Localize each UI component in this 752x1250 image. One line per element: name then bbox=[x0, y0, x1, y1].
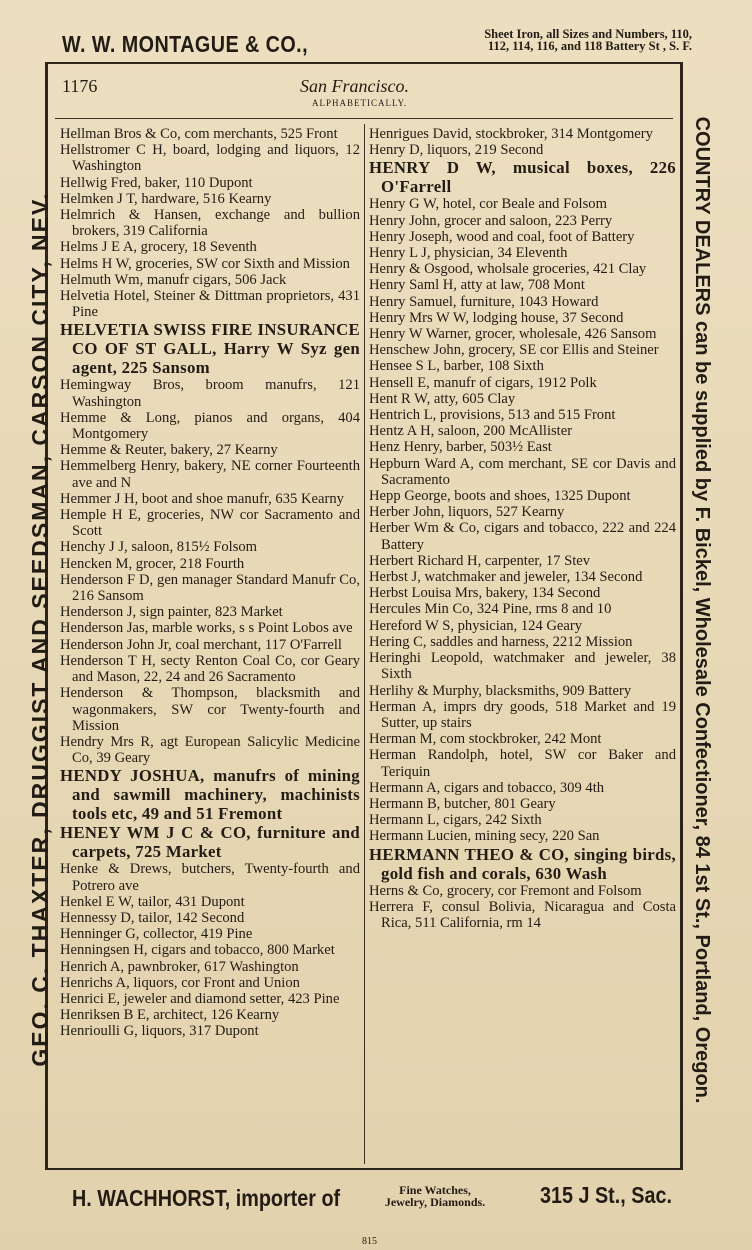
directory-entry: Hent R W, atty, 605 Clay bbox=[369, 390, 516, 407]
directory-entry: HELVETIA SWISS FIRE INSURANCE CO OF ST GALL, Harry W Syz gen agent, 225 Sansom bbox=[60, 320, 360, 378]
directory-entry: Henningsen H, cigars and tobacco, 800 Market bbox=[60, 942, 335, 959]
directory-entry: Hemingway Bros, broom manufrs, 121 Washington bbox=[60, 377, 360, 410]
directory-entry: Helmrich & Hansen, exchange and bullion brokers, 319 California bbox=[60, 207, 360, 240]
directory-entry: Henry G W, hotel, cor Beale and Folsom bbox=[369, 196, 607, 213]
directory-entry: Hemmelberg Henry, bakery, NE corner Fourteenth ave and N bbox=[60, 458, 360, 491]
directory-entry: Hering C, saddles and harness, 2212 Mission bbox=[369, 633, 633, 650]
footer-advertisement bbox=[72, 1180, 692, 1216]
directory-entry: Hentz A H, saloon, 200 McAllister bbox=[369, 423, 573, 440]
directory-entry: Henrioulli G, liquors, 317 Dupont bbox=[60, 1023, 259, 1040]
directory-column-left bbox=[60, 126, 360, 1040]
directory-entry: Hemme & Reuter, bakery, 27 Kearny bbox=[60, 442, 278, 459]
directory-entry: Henry Samuel, furniture, 1043 Howard bbox=[369, 293, 599, 310]
directory-entry: Henrichs A, liquors, cor Front and Union bbox=[60, 974, 300, 991]
directory-entry: Henry John, grocer and saloon, 223 Perry bbox=[369, 212, 613, 229]
directory-entry: Hentrich L, provisions, 513 and 515 Front bbox=[369, 407, 616, 424]
directory-entry: Hellstromer C H, board, lodging and liquors, 12 Washington bbox=[60, 142, 360, 175]
directory-entry: Herman A, imprs dry goods, 518 Market and 19 Sutter, up stairs bbox=[369, 698, 676, 731]
page-number: 1176 bbox=[62, 76, 98, 96]
directory-entry: Herbst J, watchmaker and jeweler, 134 Second bbox=[369, 569, 643, 586]
directory-entry: Hermann A, cigars and tobacco, 309 4th bbox=[369, 779, 605, 796]
footer-advertisement-details bbox=[370, 1184, 500, 1208]
directory-entry: Henderson F D, gen manager Standard Manufr Co, 216 Sansom bbox=[60, 571, 360, 605]
page-title: San Francisco. bbox=[300, 76, 409, 96]
directory-entry: Henderson John Jr, coal merchant, 117 O'Farrell bbox=[60, 636, 342, 653]
footer-details-line-2: Jewelry, Diamonds. bbox=[384, 1195, 486, 1209]
directory-entry: Henschew John, grocery, SE cor Ellis and Steiner bbox=[369, 342, 659, 359]
side-advertisement-right: COUNTRY DEALERS can be supplied by F. Bickel, Wholesale Confectioner, 84 1st St., Portland, Oregon. bbox=[691, 116, 713, 1104]
directory-entry: Henry Saml H, atty at law, 708 Mont bbox=[369, 277, 585, 294]
directory-entry: Henderson T H, secty Renton Coal Co, cor Geary and Mason, 22, 24 and 26 Sacramento bbox=[60, 652, 360, 686]
column-divider bbox=[364, 124, 365, 1164]
directory-entry: Hensell E, manufr of cigars, 1912 Polk bbox=[369, 374, 597, 391]
directory-entry: Henchy J J, saloon, 815½ Folsom bbox=[60, 539, 258, 556]
directory-entry: Henry & Osgood, wholsale groceries, 421 Clay bbox=[369, 261, 647, 278]
header-details-line-2: 112, 114, 116, and 118 Battery St , S. F. bbox=[487, 39, 692, 53]
page-frame-top bbox=[45, 62, 683, 64]
directory-entry: Hennessy D, tailor, 142 Second bbox=[60, 909, 245, 926]
footer-advertiser-name: H. WACHHORST, importer of bbox=[72, 1184, 341, 1211]
directory-entry: Henrici E, jeweler and diamond setter, 423 Pine bbox=[60, 990, 340, 1007]
directory-entry: Hereford W S, physician, 124 Geary bbox=[369, 617, 583, 634]
directory-entry: Herman M, com stockbroker, 242 Mont bbox=[369, 731, 602, 748]
directory-entry: Herman Randolph, hotel, SW cor Baker and Teriquin bbox=[369, 747, 676, 780]
directory-entry: Hemmer J H, boot and shoe manufr, 635 Kearny bbox=[60, 490, 344, 507]
header-rule bbox=[55, 118, 673, 119]
directory-entry: Henderson & Thompson, blacksmith and wagonmakers, SW cor Twenty-fourth and Mission bbox=[60, 685, 360, 734]
directory-entry: Henke & Drews, butchers, Twenty-fourth and Potrero ave bbox=[60, 861, 360, 894]
footer-details-line-1: Fine Watches, bbox=[399, 1183, 471, 1197]
directory-entry: Hemme & Long, pianos and organs, 404 Montgomery bbox=[60, 409, 360, 443]
directory-entry: Hepburn Ward A, com merchant, SE cor Davis and Sacramento bbox=[369, 455, 676, 488]
page-frame-right bbox=[680, 62, 683, 1170]
directory-entry: Herbst Louisa Mrs, bakery, 134 Second bbox=[369, 585, 601, 602]
directory-entry: Hermann B, butcher, 801 Geary bbox=[369, 795, 556, 812]
directory-entry: Hendry Mrs R, agt European Salicylic Medicine Co, 39 Geary bbox=[60, 733, 360, 767]
header-advertiser-name: W. W. MONTAGUE & CO., bbox=[62, 30, 309, 57]
directory-entry: Henry L J, physician, 34 Eleventh bbox=[369, 245, 568, 262]
directory-entry: Henry Joseph, wood and coal, foot of Battery bbox=[369, 228, 635, 245]
directory-entry: Helmuth Wm, manufr cigars, 506 Jack bbox=[60, 271, 287, 288]
directory-entry: Hencken M, grocer, 218 Fourth bbox=[60, 555, 245, 572]
directory-entry: Hermann Lucien, mining secy, 220 San bbox=[369, 828, 600, 845]
directory-entry: HENEY WM J C & CO, furniture and carpets, 725 Market bbox=[60, 823, 360, 862]
header-advertisement-details bbox=[392, 28, 692, 52]
printer-signature-mark: 815 bbox=[362, 1236, 377, 1247]
directory-entry: Helms J E A, grocery, 18 Seventh bbox=[60, 239, 257, 256]
directory-entry: Hellwig Fred, baker, 110 Dupont bbox=[60, 174, 253, 191]
directory-entry: Herns & Co, grocery, cor Fremont and Folsom bbox=[369, 882, 642, 899]
directory-entry: HENRY D W, musical boxes, 226 O'Farrell bbox=[369, 158, 676, 197]
directory-entry: Hercules Min Co, 324 Pine, rms 8 and 10 bbox=[369, 601, 612, 618]
directory-entry: Hepp George, boots and shoes, 1325 Dupont bbox=[369, 488, 631, 505]
directory-entry: HERMANN THEO & CO, singing birds, gold fish and corals, 630 Wash bbox=[369, 844, 676, 883]
directory-entry: Henderson J, sign painter, 823 Market bbox=[60, 604, 283, 621]
directory-entry: Henrich A, pawnbroker, 617 Washington bbox=[60, 958, 299, 975]
directory-entry: Hensee S L, barber, 108 Sixth bbox=[369, 358, 544, 375]
directory-entry: Helvetia Hotel, Steiner & Dittman proprietors, 431 Pine bbox=[60, 288, 360, 321]
directory-entry: Henz Henry, barber, 503½ East bbox=[369, 439, 552, 456]
side-advertisement-left: GEO. C. THAXTER, DRUGGIST AND SEEDSMAN, CARSON CITY, NEV. bbox=[27, 191, 53, 1067]
page-frame-bottom bbox=[45, 1168, 683, 1170]
directory-entry: Heringhi Leopold, watchmaker and jeweler, 38 Sixth bbox=[369, 650, 676, 683]
directory-entry: Herbert Richard H, carpenter, 17 Stev bbox=[369, 552, 591, 569]
directory-entry: Herber Wm & Co, cigars and tobacco, 222 and 224 Battery bbox=[369, 520, 676, 553]
directory-entry: Henderson Jas, marble works, s s Point Lobos ave bbox=[60, 620, 353, 637]
directory-entry: Henrigues David, stockbroker, 314 Montgomery bbox=[369, 126, 653, 142]
directory-entry: Henry W Warner, grocer, wholesale, 426 Sansom bbox=[369, 326, 657, 343]
directory-entry: Helmken J T, hardware, 516 Kearny bbox=[60, 190, 272, 207]
directory-entry: Herber John, liquors, 527 Kearny bbox=[369, 504, 565, 521]
page-subtitle: ALPHABETICALLY. bbox=[312, 98, 408, 108]
footer-address: 315 J St., Sac. bbox=[540, 1182, 672, 1208]
directory-entry: Herlihy & Murphy, blacksmiths, 909 Battery bbox=[369, 682, 632, 699]
directory-entry: Hermann L, cigars, 242 Sixth bbox=[369, 812, 542, 829]
directory-entry: Hemple H E, groceries, NW cor Sacramento and Scott bbox=[60, 507, 360, 540]
directory-entry: Henriksen B E, architect, 126 Kearny bbox=[60, 1007, 280, 1024]
directory-entry: Hellman Bros & Co, com merchants, 525 Front bbox=[60, 126, 338, 142]
header-details-line-1: Sheet Iron, all Sizes and Numbers, 110, bbox=[484, 27, 692, 41]
directory-entry: Henry Mrs W W, lodging house, 37 Second bbox=[369, 309, 624, 326]
directory-column-right bbox=[369, 126, 676, 931]
directory-entry: Herrera F, consul Bolivia, Nicaragua and Costa Rica, 511 California, rm 14 bbox=[369, 898, 676, 931]
directory-entry: HENDY JOSHUA, manufrs of mining and sawmill machinery, machinists tools etc, 49 and 51 Fremont bbox=[60, 766, 360, 824]
header-advertisement bbox=[62, 22, 692, 66]
directory-entry: Helms H W, groceries, SW cor Sixth and Mission bbox=[60, 255, 350, 272]
directory-entry: Henkel E W, tailor, 431 Dupont bbox=[60, 893, 245, 910]
directory-entry: Henry D, liquors, 219 Second bbox=[369, 142, 544, 159]
directory-entry: Henninger G, collector, 419 Pine bbox=[60, 926, 253, 943]
